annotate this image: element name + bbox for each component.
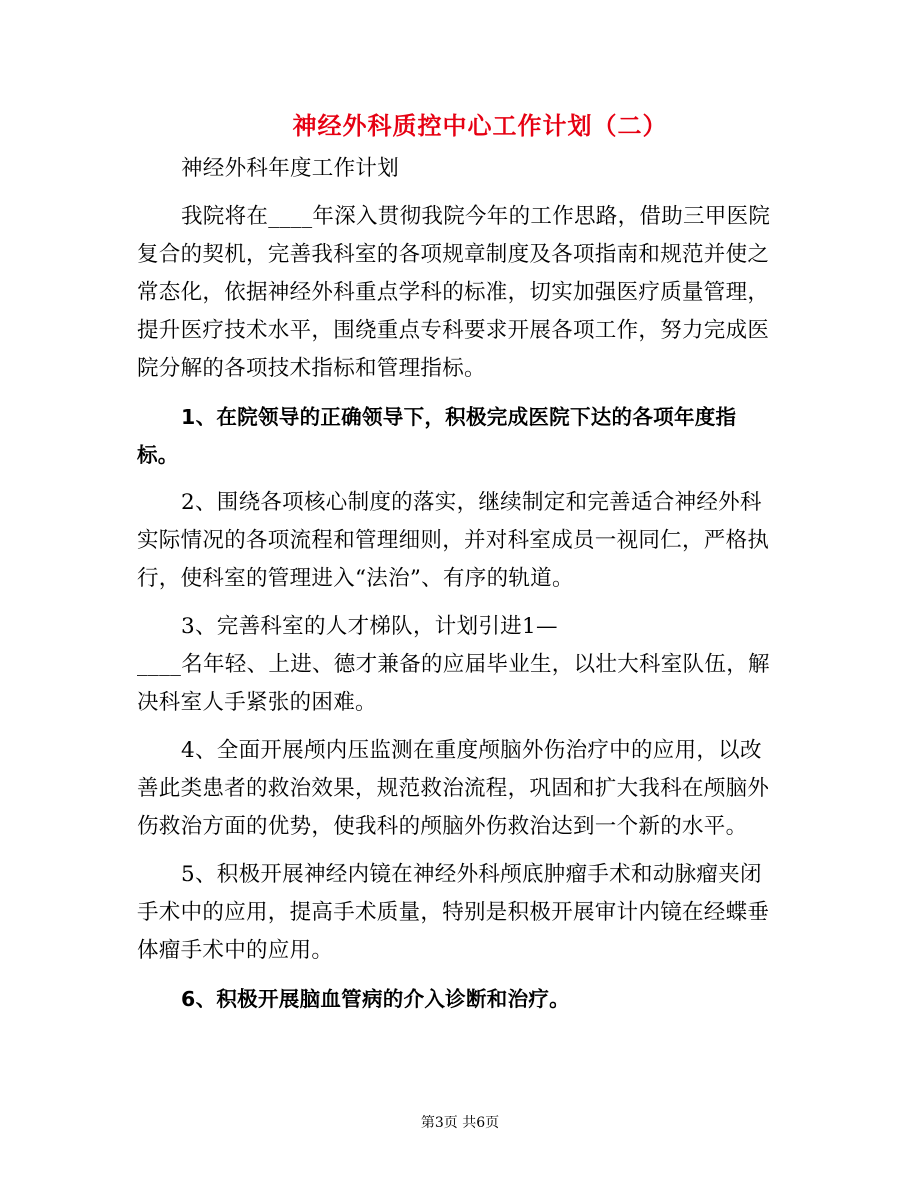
subtitle-paragraph: 神经外科年度工作计划 xyxy=(181,156,400,181)
item-3-line-2: ____名年轻、上进、德才兼备的应届毕业生，以壮大科室队伍，解决科室人手紧张的困难。 xyxy=(137,652,770,715)
page-number: 第3页 共6页 xyxy=(420,1115,500,1131)
intro-paragraph: 我院将在____年深入贯彻我院今年的工作思路，借助三甲医院复合的契机，完善我科室的各项规章制度及各项指南和规范并使之常态化，依据神经外科重点学科的标准，切实加强医疗质量管理，提升医疗技术水平，围绕重点专科要求开展各项工作，努力完成医院分解的各项技术指标和管理指标。 xyxy=(137,204,771,381)
item-3-line-1: 3、完善科室的人才梯队，计划引进1— xyxy=(181,614,558,639)
document-body xyxy=(137,150,777,1028)
item-3-paragraph xyxy=(137,608,777,722)
item-2-paragraph: 2、围绕各项核心制度的落实，继续制定和完善适合神经外科实际情况的各项流程和管理细则，并对科室成员一视同仁，严格执行，使科室的管理进入“法治”、有序的轨道。 xyxy=(137,490,770,591)
item-4-paragraph: 4、全面开展颅内压监测在重度颅脑外伤治疗中的应用，以改善此类患者的救治效果，规范救治流程，巩固和扩大我科在颅脑外伤救治方面的优势，使我科的颅脑外伤救治达到一个新的水平。 xyxy=(137,738,770,839)
document-title: 神经外科质控中心工作计划（二） xyxy=(292,112,668,140)
item-6-paragraph: 6、积极开展脑血管病的介入诊断和治疗。 xyxy=(181,987,570,1011)
item-5-paragraph: 5、积极开展神经内镜在神经外科颅底肿瘤手术和动脉瘤夹闭手术中的应用，提高手术质量，特别是积极开展审计内镜在经蝶垂体瘤手术中的应用。 xyxy=(137,862,770,963)
item-1-paragraph: 1、在院领导的正确领导下，积极完成医院下达的各项年度指标。 xyxy=(137,405,737,467)
